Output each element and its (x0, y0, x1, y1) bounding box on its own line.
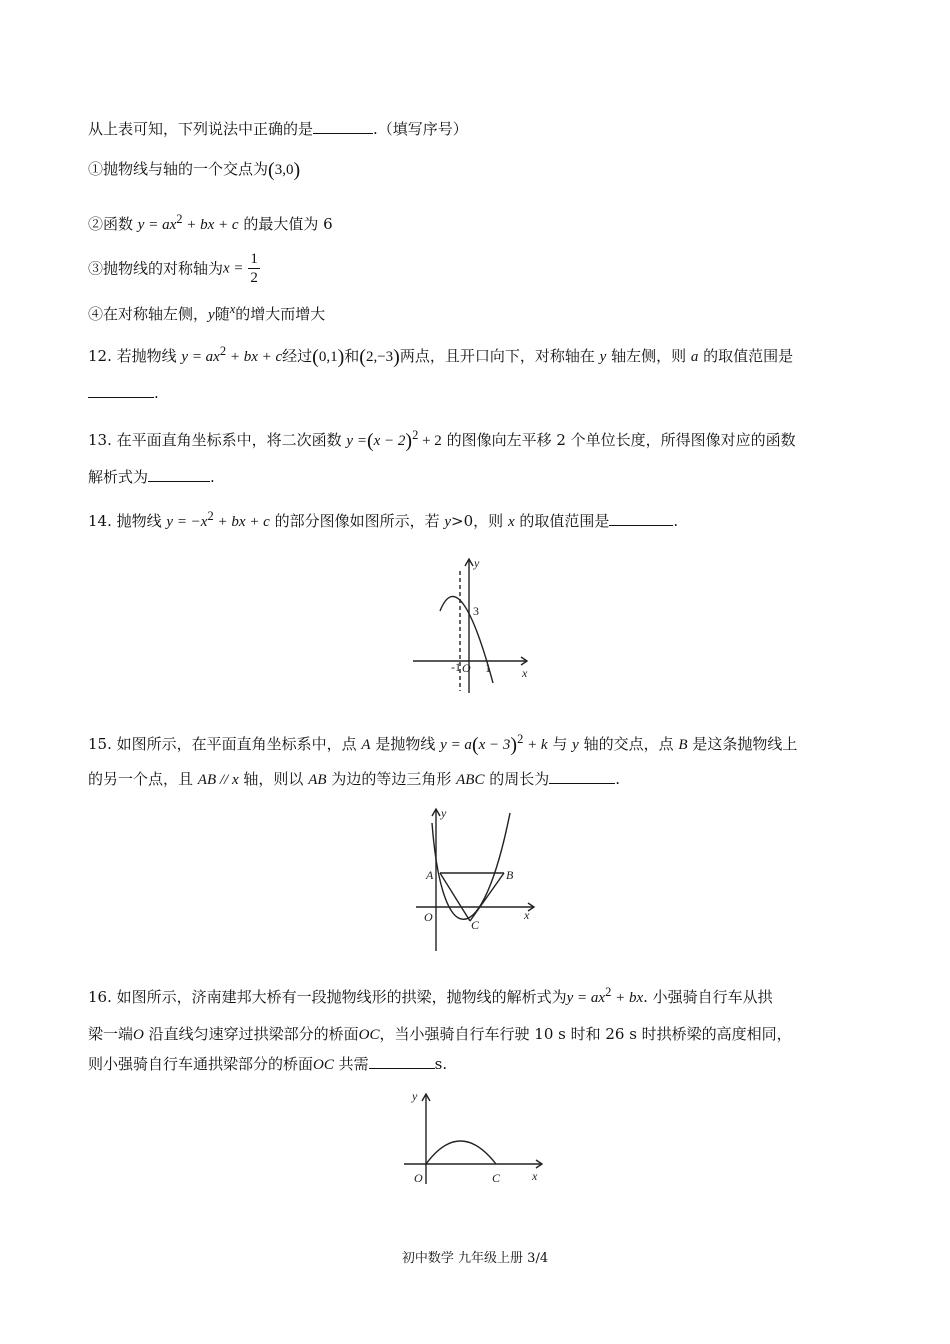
segment-BC (470, 873, 504, 921)
y-label: y (412, 1089, 418, 1103)
option-1: ①抛物线与轴的一个交点为(3,0) (88, 159, 301, 181)
label-A: A (426, 868, 434, 882)
label-B: B (506, 868, 514, 882)
question-16-line-2: 梁一端O 沿直线匀速穿过拱梁部分的桥面OC，当小强骑自行车行驶 10 s 时和 26 s 时拱桥梁的高度相同， (88, 1025, 792, 1043)
figure-16-arch-graph (400, 1088, 548, 1188)
option-3: ③抛物线的对称轴为x = $\frac{1}{2}$ (88, 251, 258, 286)
label-C: C (471, 918, 480, 932)
figure-14-parabola-graph (405, 553, 535, 698)
x-label: x (524, 908, 530, 922)
figure-15-parabola-graph (410, 803, 540, 953)
question-16: 16. 如图所示，济南建邦大桥有一段抛物线形的拱梁，抛物线的解析式为$y = ax^2$ + bx. 小强骑自行车从拱 (88, 985, 773, 1006)
question-12: 12. 若抛物线 $y = ax^2$ + bx + c经过(0,1)和(2,−3)两点，且开口向下，对称轴在 y 轴左侧，则 a 的取值范围是 (88, 344, 794, 368)
arch-curve (426, 1141, 496, 1164)
label-1: 1 (485, 661, 491, 675)
question-15: 15. 如图所示，在平面直角坐标系中，点 A 是抛物线 $y = a(x - 3)^2 + k$ 与 y 轴的交点，点 B 是这条抛物线上 (88, 732, 798, 756)
y-label: y (474, 556, 480, 570)
label-O: O (424, 910, 433, 924)
question-12-blank: . (88, 382, 159, 404)
y-label: y (441, 806, 447, 820)
label-C: C (492, 1171, 501, 1185)
x-label: x (522, 666, 528, 680)
label-neg1: -1 (451, 660, 461, 674)
label-origin: O (462, 661, 471, 675)
label-O: O (414, 1171, 423, 1185)
intro-line: 从上表可知，下列说法中正确的是 .（填写序号） (88, 120, 468, 138)
option-2: ②函数 $y = ax^2$ + bx + c 的最大值为 6 (88, 212, 333, 233)
fraction-one-half: $\frac{1}{2}$ (250, 251, 258, 286)
question-13-line-2: 解析式为 . (88, 468, 215, 486)
question-13: 13. 在平面直角坐标系中，将二次函数 $y =(x - 2)^2 + 2$ 的图像向左平移 2 个单位长度，所得图像对应的函数 (88, 428, 796, 452)
question-15-line-2: 的另一个点，且 AB // x 轴，则以 AB 为边的等边三角形 ABC 的周长为 . (88, 770, 621, 788)
answer-blank (313, 119, 373, 134)
label-3: 3 (473, 604, 479, 618)
page-footer: 初中数学 九年级上册 3/4 (401, 1251, 549, 1266)
option-4: ④在对称轴左侧，y随$^x$的增大而增大 (88, 302, 326, 323)
x-label: x (532, 1169, 538, 1183)
question-14: 14. 抛物线 $y = -x^2$ + bx + c 的部分图像如图所示，若 y>0，则 x 的取值范围是 . (88, 509, 679, 530)
parabola-curve (432, 813, 510, 919)
question-16-line-3: 则小强骑自行车通拱梁部分的桥面OC 共需 s. (88, 1055, 448, 1073)
